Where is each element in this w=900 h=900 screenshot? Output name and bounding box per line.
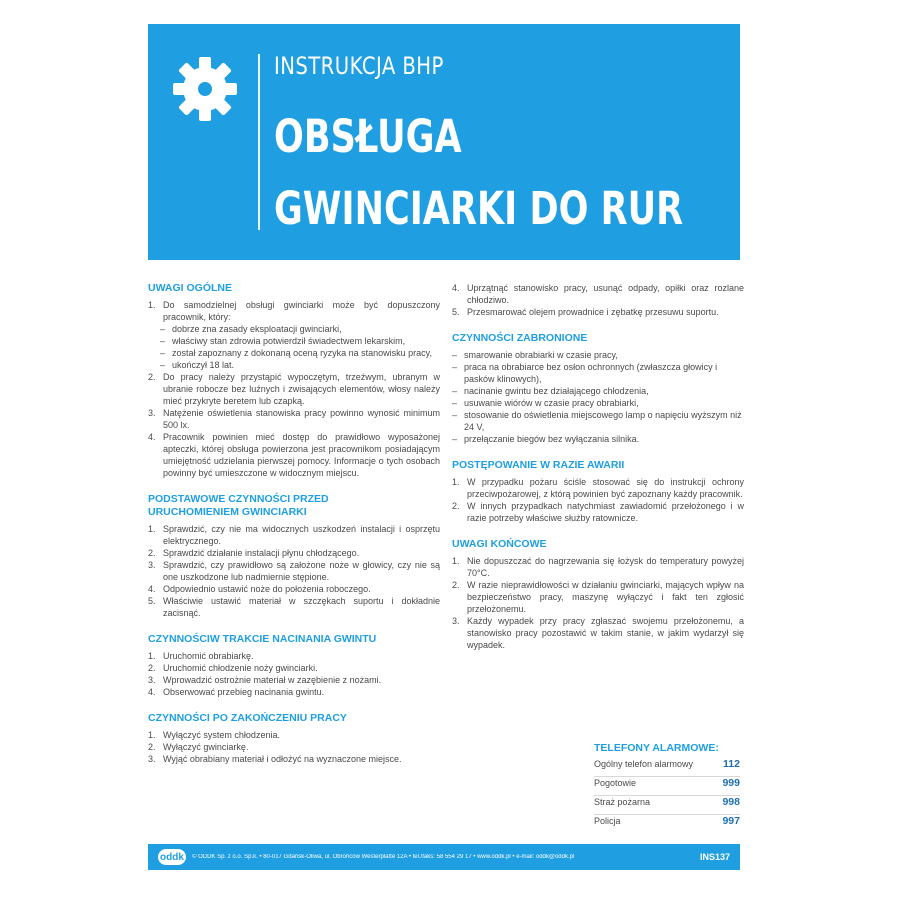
list-item: – został zapoznany z dokonaną oceną ryzyka na stanowisku pracy, — [160, 348, 432, 358]
phone-row — [594, 777, 740, 796]
list-item: 1. Wyłączyć system chłodzenia. — [148, 730, 280, 740]
footer-bar — [148, 844, 740, 870]
list-item: 3. Sprawdzić, czy prawidłowo są założone noże w głowicy, czy nie są one uszkodzone lub nadmiernie stępione. — [148, 560, 440, 582]
section-title: CZYNNOŚCI ZABRONIONE — [452, 332, 588, 344]
document-type: INSTRUKCJA BHP — [274, 52, 444, 80]
list-item: 3. Wprowadzić ostrożnie materiał w zazębienie z nożami. — [148, 675, 382, 685]
list-item: – ukończył 18 lat. — [160, 360, 235, 370]
list-item: 2. Sprawdzić działanie instalacji płynu chłodzącego. — [148, 548, 360, 558]
section-zabronione — [452, 332, 744, 445]
phone-row — [594, 758, 740, 777]
list-item: – stosowanie do oświetlenia miejscowego lamp o napięciu wyższym niż 24 V, — [452, 410, 742, 432]
phone-number: 997 — [722, 815, 740, 827]
section-uwagi-ogolne — [148, 282, 440, 479]
section-w-trakcie — [148, 633, 440, 698]
phone-number: 112 — [723, 758, 740, 770]
list-item: – nacinanie gwintu bez działającego chłodzenia, — [452, 386, 649, 396]
phone-label: Straż pożarna — [594, 797, 651, 807]
gear-icon — [172, 56, 238, 122]
section-title: PODSTAWOWE CZYNNOŚCI PRZED URUCHOMIENIEM GWINCIARKI — [148, 493, 329, 518]
list-item: – właściwy stan zdrowia potwierdził świadectwem lekarskim, — [160, 336, 406, 346]
page-title-line-1: OBSŁUGA — [274, 110, 462, 163]
list-item: 1. W przypadku pożaru ściśle stosować się do instrukcji ochrony przeciwpożarowej, z którą powinien być zapoznany każdy pracownik. — [452, 477, 744, 499]
list-item: 1. Do samodzielnej obsługi gwinciarki może być dopuszczony pracownik, który: — [148, 300, 440, 322]
list-item: 2. W innych przypadkach natychmiast zawiadomić przełożonego i w razie potrzeby właściwe służby ratownicze. — [452, 501, 744, 523]
phone-label: Policja — [594, 816, 621, 826]
left-column — [148, 282, 440, 779]
section-po-zakonczeniu-continued — [452, 282, 744, 318]
section-podstawowe — [148, 493, 440, 619]
list-item: 4. Pracownik powinien mieć dostęp do prawidłowo wyposażonej apteczki, której obsługa powierzona jest pracownikom posiadającym umiejętność udzielania pierwszej pomocy. Informacje o tych osobach powinny być umieszczone w widocznym miejscu. — [148, 432, 440, 478]
section-title: UWAGI OGÓLNE — [148, 282, 232, 294]
section-title: UWAGI KOŃCOWE — [452, 538, 547, 550]
document-code: INS137 — [699, 852, 730, 862]
phone-row — [594, 815, 740, 833]
list-item: 3. Wyjąć obrabiany materiał i odłożyć na wyznaczone miejsce. — [148, 754, 402, 764]
list-item: 3. Każdy wypadek przy pracy zgłaszać swojemu przełożonemu, a stanowisko pracy pozostawić w takim stanie, w jakim wydarzył się wypadek. — [452, 616, 744, 650]
footer-contact: © ODDK Sp. z o.o. Sp.k. • 80-017 Gdańsk-Oliwa, ul. Obrońców Westerplatte 12A • tel./faks: 58 554 29 17 • www.oddk.pl • e-mail: oddk@oddk.pl — [192, 854, 575, 860]
koncowe-list — [452, 555, 744, 651]
section-awaria — [452, 459, 744, 524]
zabronione-list — [452, 349, 744, 445]
list-item: 2. Do pracy należy przystąpić wypoczętym, trzeźwym, ubranym w ubranie robocze bez luźnych i zwisających elementów, włosy należy mieć przykryte beretem lub czapką. — [148, 372, 440, 406]
emergency-phones — [594, 742, 740, 833]
page-title-line-2: GWINCIARKI DO RUR — [274, 182, 684, 235]
list-item: – usuwanie wiórów w czasie pracy obrabiarki, — [452, 398, 639, 408]
list-item: 4. Uprzątnąć stanowisko pracy, usunąć odpady, opiłki oraz rozlane chłodziwo. — [452, 283, 744, 305]
phone-number: 998 — [722, 796, 740, 808]
list-item: – przełączanie biegów bez wyłączania silnika. — [452, 434, 640, 444]
list-item: 1. Uruchomić obrabiarkę. — [148, 651, 254, 661]
podstawowe-list — [148, 523, 440, 619]
list-item: 2. Wyłączyć gwinciarkę. — [148, 742, 249, 752]
po-zakonczeniu-list-continued — [452, 282, 744, 318]
awaria-list — [452, 476, 744, 524]
list-item: – dobrze zna zasady eksploatacji gwinciarki, — [160, 324, 342, 334]
list-item: 5. Przesmarować olejem prowadnice i zębatkę przesuwu suportu. — [452, 307, 719, 317]
right-column — [452, 282, 744, 665]
section-koncowe — [452, 538, 744, 651]
uwagi-ogolne-list — [148, 299, 440, 479]
phone-label: Ogólny telefon alarmowy — [594, 759, 694, 769]
emergency-phones-title: TELEFONY ALARMOWE: — [594, 742, 719, 754]
list-item: 4. Obserwować przebieg nacinania gwintu. — [148, 687, 325, 697]
list-item: – smarowanie obrabiarki w czasie pracy, — [452, 350, 618, 360]
section-title: CZYNNOŚCI PO ZAKOŃCZENIU PRACY — [148, 712, 347, 724]
w-trakcie-list — [148, 650, 440, 698]
header-banner — [148, 24, 740, 260]
instruction-sheet — [148, 24, 744, 874]
list-item: 4. Odpowiednio ustawić noże do położenia roboczego. — [148, 584, 371, 594]
list-item: 1. Sprawdzić, czy nie ma widocznych uszkodzeń instalacji i osprzętu elektrycznego. — [148, 524, 440, 546]
section-title: CZYNNOŚCIW TRAKCIE NACINANIA GWINTU — [148, 633, 377, 645]
section-title: POSTĘPOWANIE W RAZIE AWARII — [452, 459, 625, 471]
list-item: 2. Uruchomić chłodzenie noży gwinciarki. — [148, 663, 318, 673]
list-item: 1. Nie dopuszczać do nagrzewania się łożysk do temperatury powyżej 70°C. — [452, 556, 744, 578]
list-item: 2. W razie nieprawidłowości w działaniu gwinciarki, mających wpływ na bezpieczeństwo pracy, maszynę wyłączyć i fakt ten zgłosić przełożonemu. — [452, 580, 744, 614]
list-item: 5. Właściwie ustawić materiał w szczękach suportu i dokładnie zacisnąć. — [148, 596, 440, 618]
oddk-logo: oddk — [158, 849, 186, 865]
list-item: 3. Natężenie oświetlenia stanowiska pracy powinno wynosić minimum 500 lx. — [148, 408, 440, 430]
section-po-zakonczeniu — [148, 712, 440, 765]
phone-label: Pogotowie — [594, 778, 637, 788]
list-item: – praca na obrabiarce bez osłon ochronnych (zwłaszcza głowicy i pasków klinowych), — [452, 362, 718, 384]
po-zakonczeniu-list — [148, 729, 440, 765]
header-divider — [258, 54, 260, 230]
phone-row — [594, 796, 740, 815]
phone-number: 999 — [722, 777, 740, 789]
